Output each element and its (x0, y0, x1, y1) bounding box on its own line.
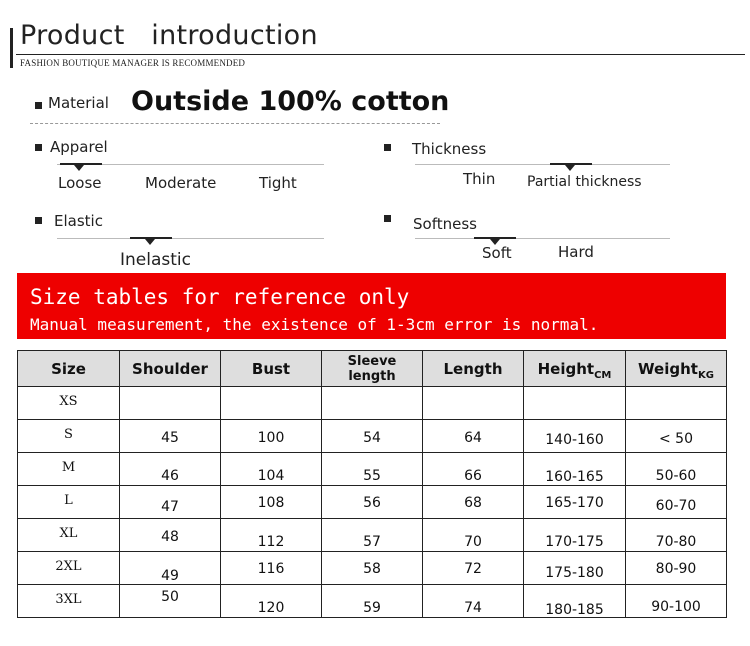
header-bust: Bust (221, 351, 322, 387)
header-size: Size (18, 351, 120, 387)
bust-value: 100 (221, 420, 322, 453)
header-height-label: Height (537, 359, 595, 378)
thickness-bullet-icon (384, 144, 391, 151)
thickness-label: Thickness (412, 140, 487, 158)
thickness-marker-icon (565, 165, 575, 171)
size-label: XL (18, 519, 120, 552)
header-divider (16, 54, 745, 55)
height-value: 180-185 (524, 585, 626, 618)
height-value: 170-175 (524, 519, 626, 552)
apparel-option-loose: Loose (58, 174, 102, 192)
size-reference-banner (17, 273, 726, 339)
apparel-marker-icon (74, 165, 84, 171)
thickness-scale-line (415, 164, 670, 165)
material-bullet-icon (35, 102, 42, 109)
table-row (18, 552, 727, 585)
sleeve-value: 58 (322, 552, 423, 585)
table-row (18, 453, 727, 486)
header-weight-unit: KG (697, 369, 714, 381)
sleeve-value: 59 (322, 585, 423, 618)
material-divider (30, 123, 440, 124)
height-value: 165-170 (524, 486, 626, 519)
page-subtitle: FASHION BOUTIQUE MANAGER IS RECOMMENDED (20, 58, 246, 68)
bust-value: 108 (221, 486, 322, 519)
height-value (524, 387, 626, 420)
length-value (423, 387, 524, 420)
elastic-option-inelastic: Inelastic (120, 250, 191, 270)
apparel-bullet-icon (35, 144, 42, 151)
size-label: 2XL (18, 552, 120, 585)
weight-value: < 50 (626, 420, 727, 453)
shoulder-value: 47 (120, 486, 221, 519)
shoulder-value: 50 (120, 585, 221, 618)
elastic-scale-line (57, 238, 324, 239)
sleeve-value (322, 387, 423, 420)
weight-value: 50-60 (626, 453, 727, 486)
shoulder-value: 45 (120, 420, 221, 453)
length-value: 68 (423, 486, 524, 519)
size-label: S (18, 420, 120, 453)
softness-bullet-icon (384, 215, 391, 222)
elastic-marker-icon (145, 239, 155, 245)
table-row (18, 585, 727, 618)
apparel-option-tight: Tight (259, 174, 297, 192)
shoulder-value (120, 387, 221, 420)
banner-title: Size tables for reference only (30, 285, 410, 309)
size-table-header-row (18, 351, 727, 387)
header-accent-bar (10, 28, 13, 68)
sleeve-value: 55 (322, 453, 423, 486)
header-weight-label: Weight (638, 359, 698, 378)
table-row (18, 420, 727, 453)
bust-value: 116 (221, 552, 322, 585)
size-label: XS (18, 387, 120, 420)
bust-value (221, 387, 322, 420)
apparel-label: Apparel (50, 138, 108, 156)
header-height (524, 351, 626, 387)
header-shoulder: Shoulder (120, 351, 221, 387)
table-row (18, 519, 727, 552)
weight-value: 80-90 (626, 552, 727, 585)
height-value: 175-180 (524, 552, 626, 585)
length-value: 70 (423, 519, 524, 552)
thickness-option-partial: Partial thickness (527, 174, 642, 190)
size-label: 3XL (18, 585, 120, 618)
weight-value: 70-80 (626, 519, 727, 552)
elastic-label: Elastic (54, 212, 103, 230)
apparel-option-moderate: Moderate (145, 174, 217, 192)
size-table (17, 350, 727, 618)
softness-label: Softness (413, 215, 477, 233)
bust-value: 112 (221, 519, 322, 552)
shoulder-value: 46 (120, 453, 221, 486)
sleeve-value: 56 (322, 486, 423, 519)
length-value: 72 (423, 552, 524, 585)
weight-value: 60-70 (626, 486, 727, 519)
sleeve-value: 54 (322, 420, 423, 453)
sleeve-value: 57 (322, 519, 423, 552)
softness-scale-line (415, 238, 670, 239)
softness-option-soft: Soft (482, 244, 512, 262)
header-weight (626, 351, 727, 387)
page-title: Product introduction (20, 20, 318, 51)
table-row (18, 387, 727, 420)
table-row (18, 486, 727, 519)
weight-value (626, 387, 727, 420)
length-value: 64 (423, 420, 524, 453)
elastic-bullet-icon (35, 217, 42, 224)
shoulder-value: 49 (120, 552, 221, 585)
softness-option-hard: Hard (558, 243, 594, 261)
length-value: 66 (423, 453, 524, 486)
height-value: 160-165 (524, 453, 626, 486)
length-value: 74 (423, 585, 524, 618)
banner-subtitle: Manual measurement, the existence of 1-3cm error is normal. (30, 315, 599, 334)
size-label: M (18, 453, 120, 486)
shoulder-value: 48 (120, 519, 221, 552)
size-label: L (18, 486, 120, 519)
height-value: 140-160 (524, 420, 626, 453)
material-label: Material (48, 94, 109, 112)
header-height-unit: CM (594, 369, 612, 381)
weight-value: 90-100 (626, 585, 727, 618)
header-sleeve-length: Sleeve length (322, 351, 423, 387)
bust-value: 120 (221, 585, 322, 618)
header-length: Length (423, 351, 524, 387)
thickness-option-thin: Thin (463, 170, 496, 188)
material-value: Outside 100% cotton (131, 86, 450, 117)
bust-value: 104 (221, 453, 322, 486)
